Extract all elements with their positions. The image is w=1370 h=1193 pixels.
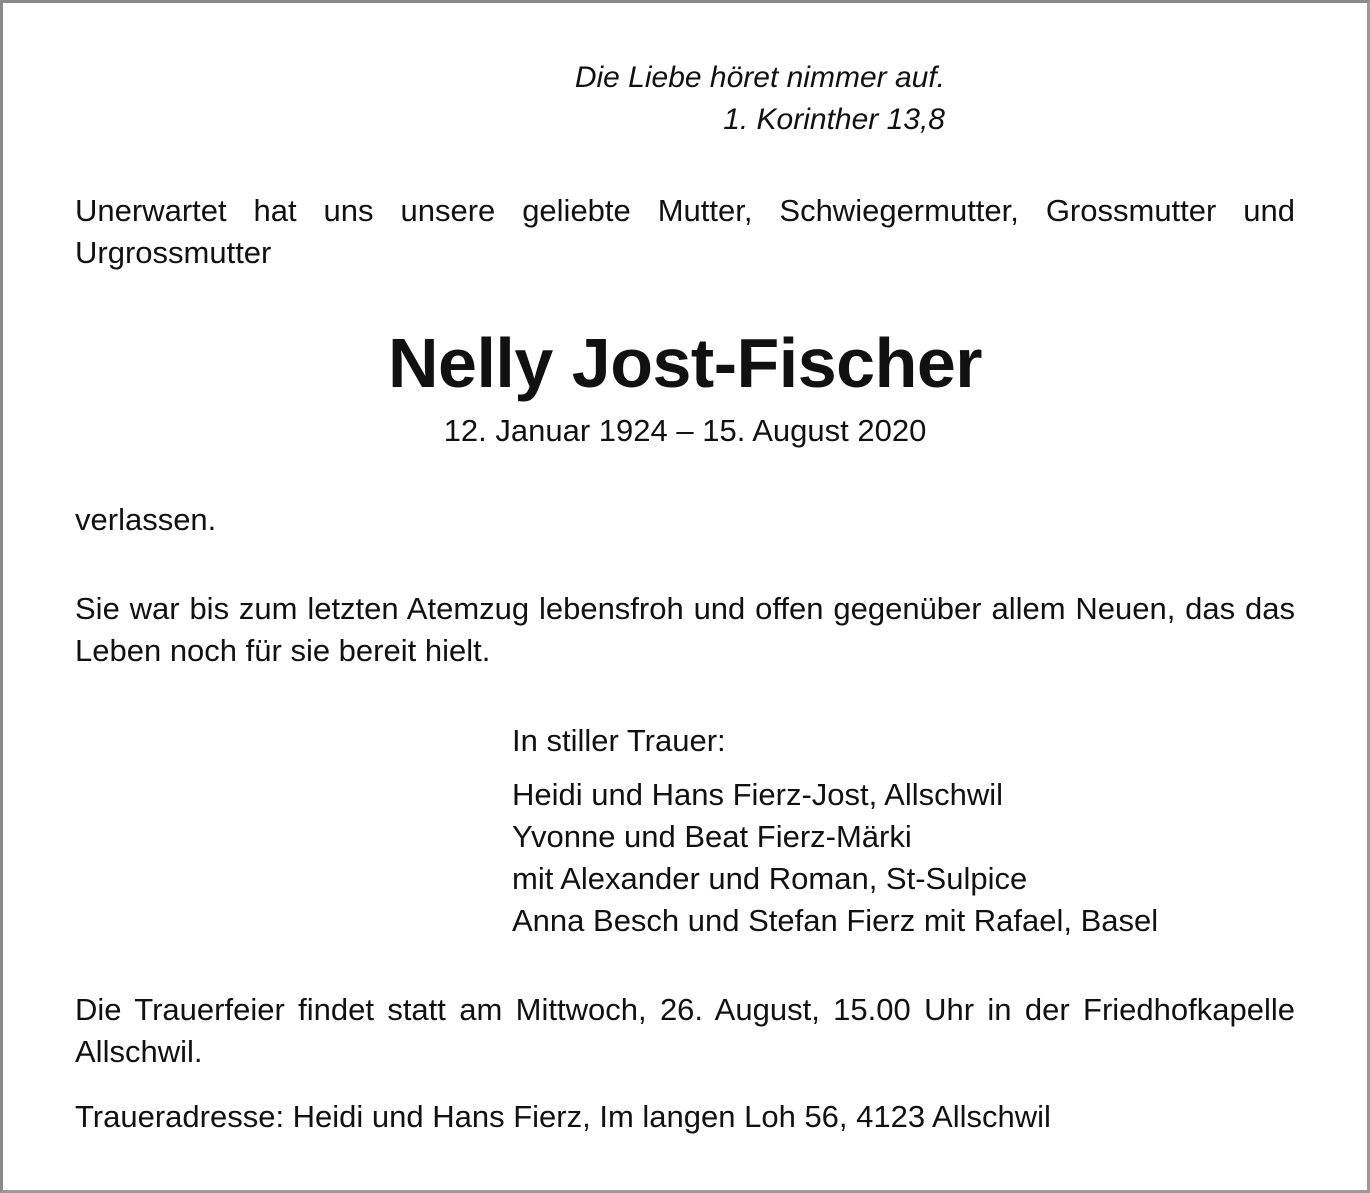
mourners-heading: In stiller Trauer: xyxy=(512,723,726,758)
mourner-line: mit Alexander und Roman, St-Sulpice xyxy=(512,861,1028,896)
intro-text: Unerwartet hat uns unsere geliebte Mutter, Schwiegermutter, Grossmutter und Urgrossmutter xyxy=(75,193,1295,270)
mourning-address: Traueradresse: Heidi und Hans Fierz, Im langen Loh 56, 4123 Allschwil xyxy=(75,1099,1051,1134)
mourner-line: Heidi und Hans Fierz-Jost, Allschwil xyxy=(512,777,1004,812)
deceased-name: Nelly Jost-Fischer xyxy=(388,324,982,402)
motto-reference: 1. Korinther 13,8 xyxy=(723,103,945,136)
mourner-line: Anna Besch und Stefan Fierz mit Rafael, Basel xyxy=(512,903,1159,938)
left-text: verlassen. xyxy=(75,502,217,537)
ceremony-text: Die Trauerfeier findet statt am Mittwoch, 26. August, 15.00 Uhr in der Friedhofkapelle Allschwil. xyxy=(75,992,1295,1069)
mourner-line: Yvonne und Beat Fierz-Märki xyxy=(512,819,912,854)
description-text: Sie war bis zum letzten Atemzug lebensfroh und offen gegenüber allem Neuen, das das Leben noch für sie bereit hielt. xyxy=(75,591,1295,668)
life-dates: 12. Januar 1924 – 15. August 2020 xyxy=(443,413,927,448)
motto-quote: Die Liebe höret nimmer auf. xyxy=(574,61,945,94)
